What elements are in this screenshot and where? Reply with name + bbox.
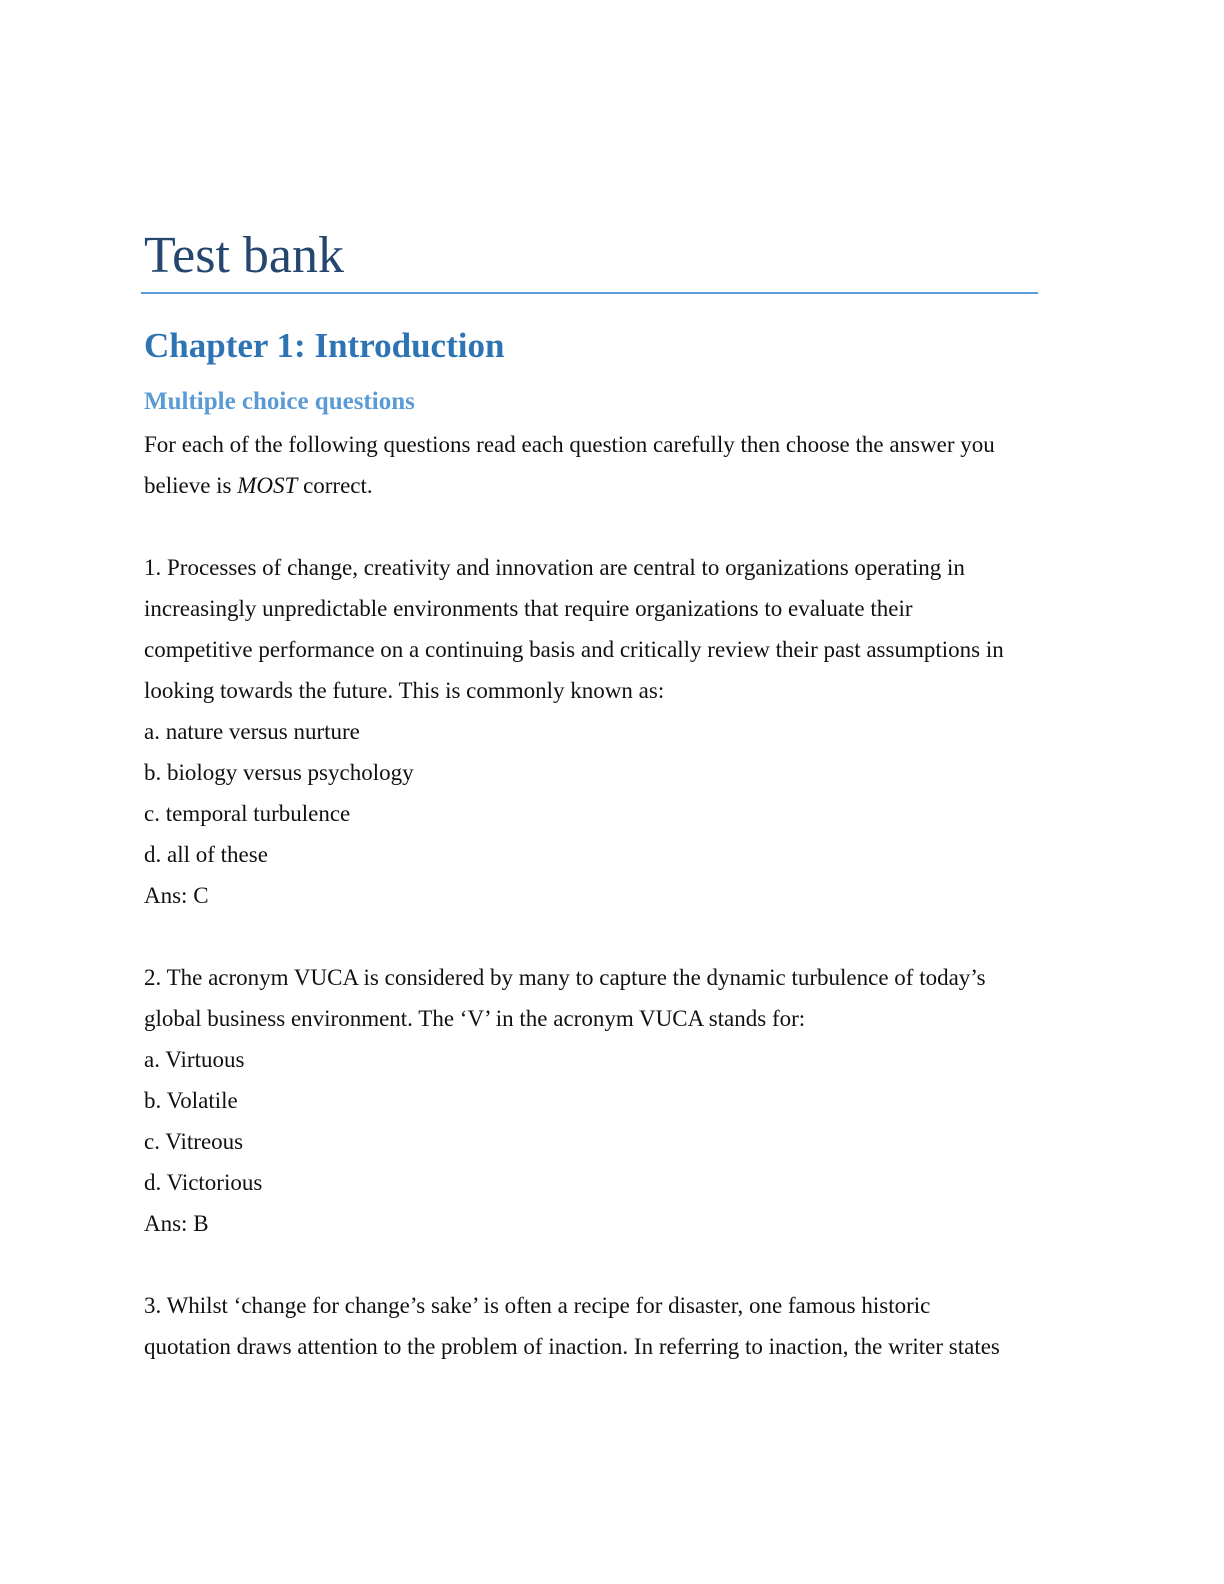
answer-option-a: a. Virtuous <box>144 1047 245 1072</box>
title-underline-rule <box>141 292 1038 294</box>
question-stem-line: 2. The acronym VUCA is considered by many to capture the dynamic turbulence of today’s <box>144 965 986 990</box>
instructions-post: correct. <box>297 473 373 498</box>
answer-option-a: a. nature versus nurture <box>144 719 360 744</box>
question-3 <box>144 1285 1044 1367</box>
question-stem-line: competitive performance on a continuing basis and critically review their past assumptions in <box>144 637 1004 662</box>
answer-option-d: d. Victorious <box>144 1170 263 1195</box>
instructions-paragraph <box>144 424 1044 506</box>
answer-option-c: c. Vitreous <box>144 1129 244 1154</box>
question-stem-line: 1. Processes of change, creativity and innovation are central to organizations operating in <box>144 555 965 580</box>
instructions-line-2 <box>144 465 1044 506</box>
answer-option-b: b. Volatile <box>144 1088 238 1113</box>
question-stem-line: looking towards the future. This is commonly known as: <box>144 678 665 703</box>
answer-key: Ans: C <box>144 883 209 908</box>
instructions-emphasis: MOST <box>237 473 298 498</box>
instructions-line-1: For each of the following questions read each question carefully then choose the answer you <box>144 432 995 457</box>
answer-option-d: d. all of these <box>144 842 268 867</box>
question-1 <box>144 547 1044 916</box>
answer-key: Ans: B <box>144 1211 209 1236</box>
answer-option-c: c. temporal turbulence <box>144 801 351 826</box>
document-title: Test bank <box>144 227 344 284</box>
question-2 <box>144 957 1044 1244</box>
question-stem-line: quotation draws attention to the problem of inaction. In referring to inaction, the writer states <box>144 1334 1000 1359</box>
question-stem-line: 3. Whilst ‘change for change’s sake’ is often a recipe for disaster, one famous historic <box>144 1293 931 1318</box>
question-stem-line: global business environment. The ‘V’ in the acronym VUCA stands for: <box>144 1006 806 1031</box>
chapter-heading: Chapter 1: Introduction <box>144 326 505 365</box>
section-heading: Multiple choice questions <box>144 388 415 415</box>
answer-option-b: b. biology versus psychology <box>144 760 414 785</box>
instructions-pre: believe is <box>144 473 238 498</box>
question-stem-line: increasingly unpredictable environments that require organizations to evaluate their <box>144 596 913 621</box>
